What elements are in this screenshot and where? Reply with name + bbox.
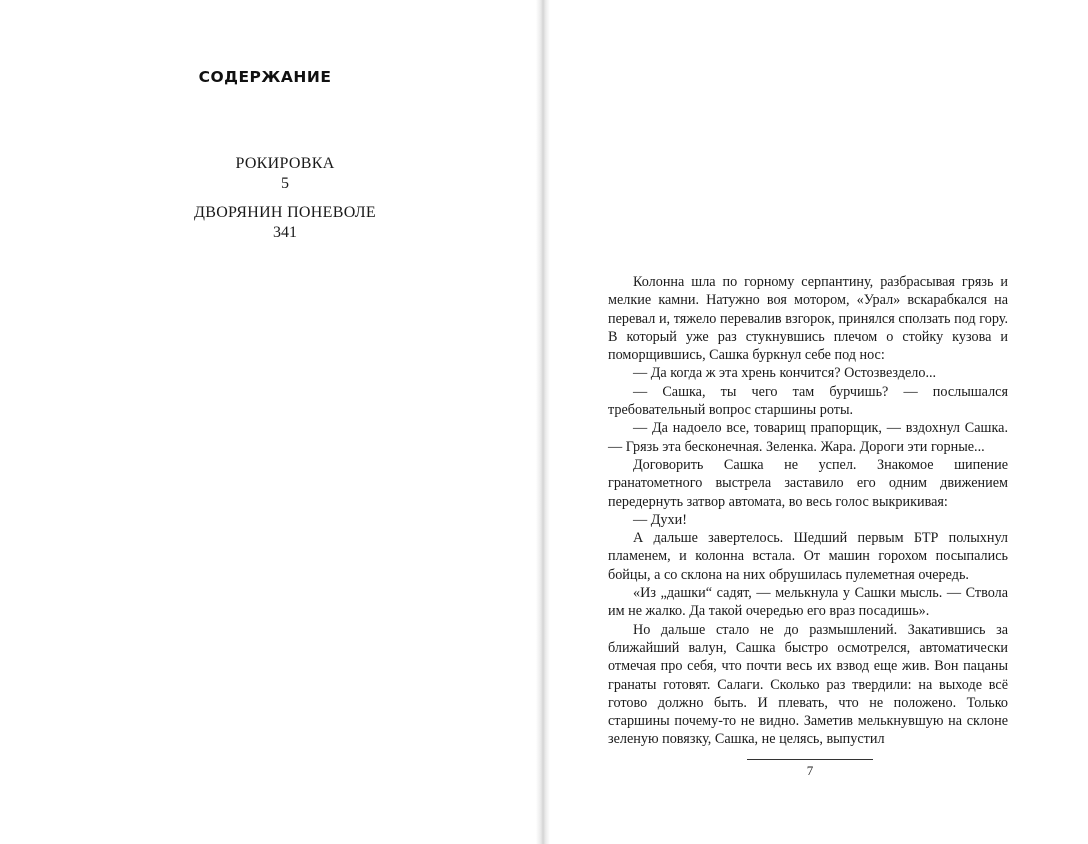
paragraph: — Сашка, ты чего там бурчишь? — послышался требовательный вопрос старшины роты.	[608, 383, 1008, 419]
toc-entry	[0, 203, 570, 243]
body-text	[608, 273, 1008, 749]
toc-entry-page: 341	[273, 224, 297, 241]
page-number: 7	[806, 763, 814, 778]
left-page	[0, 0, 540, 844]
paragraph: — Да надоело все, товарищ прапорщик, — вздохнул Сашка. — Грязь эта бесконечная. Зеленка. Жара. Дороги эти горные...	[608, 420, 1008, 455]
paragraph: Но дальше стало не до размышлений. Закатившись за ближайший валун, Сашка быстро осмотрелся, автоматически отмечая про себя, что почти весь их взвод еще жив. Вон пацаны гранаты готовят. Салаги. Сколько раз твердили: на выходе всё готово должно быть. И плевать, что не положено. Только старшины почему-то не видно. Заметив мелькнувшую на склоне зеленую повязку, Сашка, не целясь, выпустил	[608, 621, 1008, 748]
toc-entry-title: РОКИРОВКА	[235, 155, 335, 172]
paragraph: А дальше завертелось. Шедший первым БТР полыхнул пламенем, и колонна встала. От машин горохом посыпались бойцы, а со склона на них обрушилась пулеметная очередь.	[608, 530, 1008, 583]
paragraph: Колонна шла по горному серпантину, разбрасывая грязь и мелкие камни. Натужно воя мотором, «Урал» вскарабкался на перевал и, тяжело перевалив взгорок, принялся сползать под гору. В который уже раз стукнувшись плечом о стойку кузова и поморщившись, Сашка буркнул себе под нос:	[608, 274, 1008, 364]
paragraph: — Духи!	[633, 511, 687, 528]
toc-entry	[0, 154, 570, 194]
book-gutter-shadow	[536, 0, 550, 844]
paragraph: «Из „дашки“ садят, — мелькнула у Сашки мысль. — Ствола им не жалко. Да такой очередью его враз посадишь».	[608, 585, 1008, 620]
right-page	[550, 0, 1088, 844]
footer-rule	[747, 759, 873, 760]
toc-entry-title: ДВОРЯНИН ПОНЕВОЛЕ	[194, 204, 376, 221]
paragraph: Договорить Сашка не успел. Знакомое шипение гранатометного выстрела заставило его одним движением передернуть затвор автомата, во весь голос выкрикивая:	[608, 456, 1008, 510]
paragraph: — Да когда ж эта хрень кончится? Остозвездело...	[633, 365, 937, 382]
toc-list	[0, 154, 570, 252]
toc-entry-page: 5	[281, 175, 289, 192]
toc-title: СОДЕРЖАНИЕ	[198, 68, 332, 86]
